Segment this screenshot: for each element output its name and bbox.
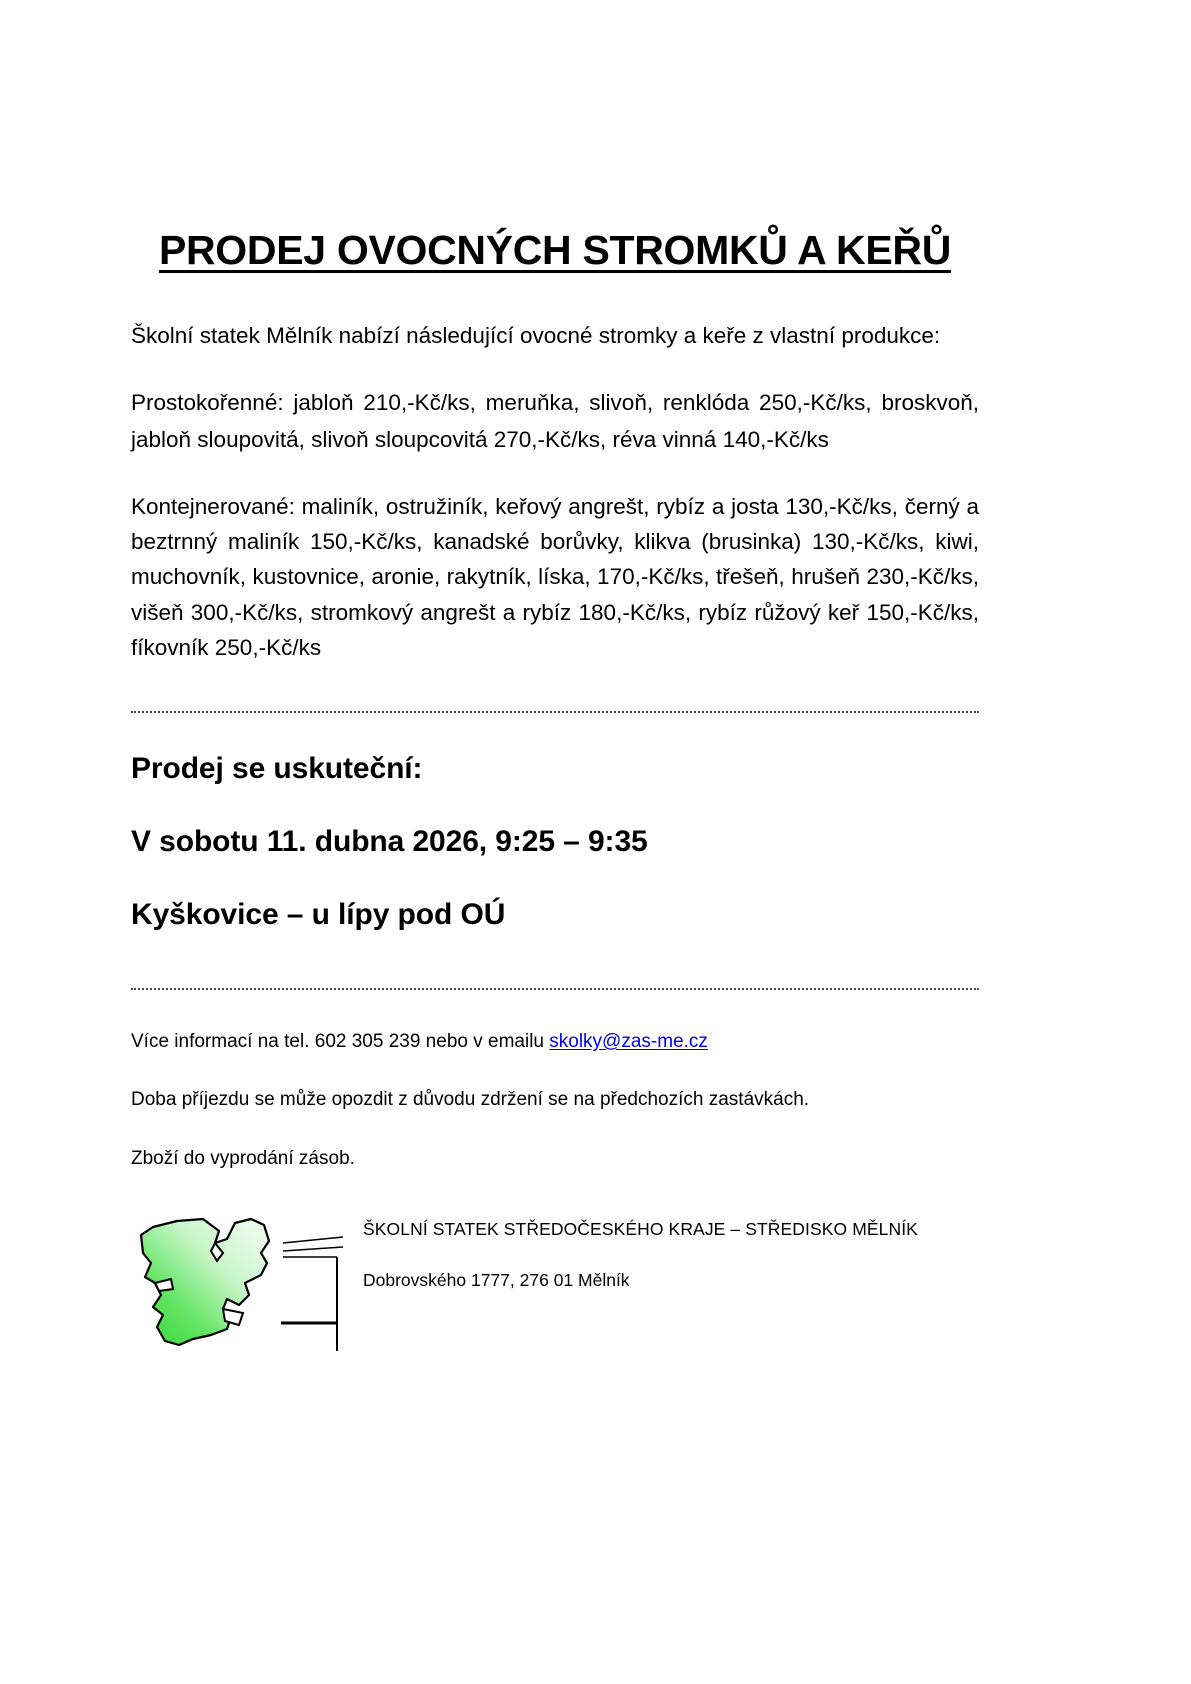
bracket-lines-icon [281, 1237, 343, 1351]
email-link[interactable]: skolky@zas-me.cz [549, 1030, 708, 1052]
school-farm-logo [131, 1213, 361, 1353]
event-heading: Prodej se uskuteční: [131, 751, 423, 785]
organisation-text [363, 1217, 973, 1293]
page-title: PRODEJ OVOCNÝCH STROMKŮ A KEŘŮ [158, 227, 952, 273]
container-prices-paragraph: Kontejnerované: maliník, ostružiník, keřový angrešt, rybíz a josta 130,-Kč/ks, černý a beztrnný maliník 150,-Kč/ks, kanadské borůvky, klikva (brusinka) 130,-Kč/ks, kiwi, muchovník, kustovnice, aronie, rakytník, líska, 170,-Kč/ks, třešeň, hrušeň 230,-Kč/ks, višeň 300,-Kč/ks, stromkový angrešt a rybíz 180,-Kč/ks, rybíz růžový keř 150,-Kč/ks, fíkovník 250,-Kč/ks [131, 494, 979, 660]
section-divider-bottom [131, 988, 979, 990]
organisation-footer [131, 1207, 979, 1357]
delay-note: Doba příjezdu se může opozdit z důvodu zdržení se na předchozích zastávkách. [131, 1089, 810, 1111]
contact-info-line [131, 1028, 979, 1057]
organisation-name: ŠKOLNÍ STATEK STŘEDOČESKÉHO KRAJE – STŘEDISKO MĚLNÍK [363, 1219, 918, 1240]
bareroot-prices-paragraph: Prostokořenné: jabloň 210,-Kč/ks, meruňka, slivoň, renklóda 250,-Kč/ks, broskvoň, jabloň sloupovitá, slivoň sloupcovitá 270,-Kč/ks, réva vinná 140,-Kč/ks [131, 390, 979, 452]
event-date-time: V sobotu 11. dubna 2026, 9:25 – 9:35 [131, 824, 648, 858]
section-divider-top [131, 711, 979, 713]
event-location: Kyškovice – u lípy pod OÚ [131, 897, 506, 931]
intro-paragraph: Školní statek Mělník nabízí následující ovocné stromky a keře z vlastní produkce: [131, 322, 941, 348]
contact-info-prefix: Více informací na tel. 602 305 239 nebo v emailu [131, 1030, 550, 1052]
stock-note: Zboží do vyprodání zásob. [131, 1147, 355, 1169]
organisation-address: Dobrovského 1777, 276 01 Mělník [363, 1269, 630, 1290]
document-content [131, 0, 979, 1357]
map-silhouette-icon [141, 1219, 269, 1345]
